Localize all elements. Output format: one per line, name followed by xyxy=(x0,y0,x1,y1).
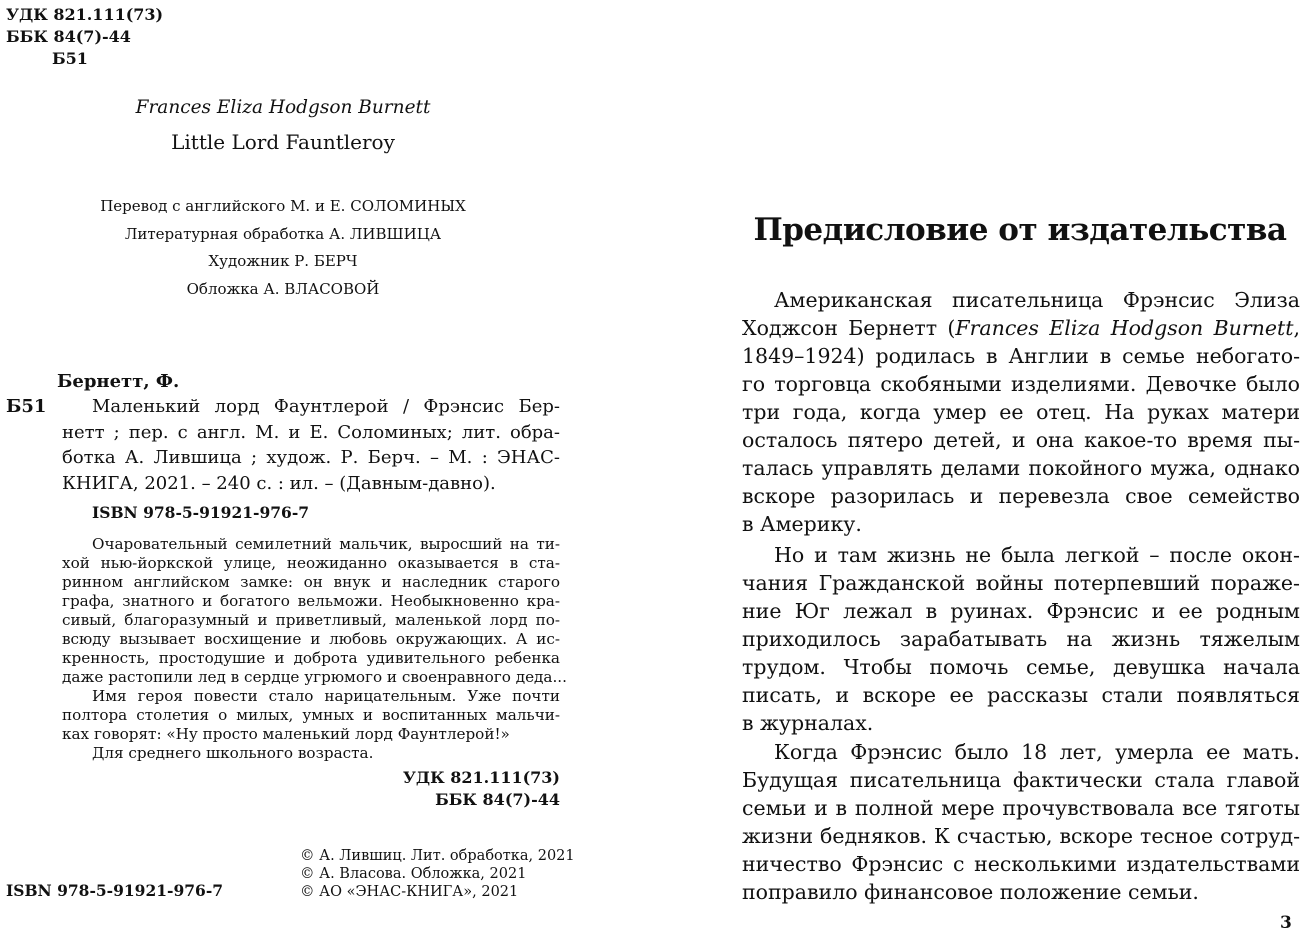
annotation-line: сивый, благоразумный и приветливый, маленькой лорд по- xyxy=(62,611,560,629)
annotation-line: графа, знатного и богатого вельможи. Необыкновенно кра- xyxy=(62,592,560,610)
right-page xyxy=(650,0,1301,942)
body-line: в Америку. xyxy=(742,512,862,536)
annotation-line: полтора столетия о милых, умных и воспитанных мальчи- xyxy=(62,706,560,724)
body-line: Ходжсон Бернетт (Frances Eliza Hodgson Burnett, xyxy=(742,316,1301,340)
annotation-line: даже растопили лед в сердце угрюмого и своенравного деда... xyxy=(62,668,567,686)
bib-code: Б51 xyxy=(6,396,47,417)
page-number: 3 xyxy=(1280,913,1292,933)
bib-author: Бернетт, Ф. xyxy=(57,371,180,392)
bbk-code: ББК 84(7)-44 xyxy=(6,27,131,46)
bib-line: нетт ; пер. с англ. М. и Е. Соломиных; лит. обра- xyxy=(62,421,560,443)
udk-code: УДК 821.111(73) xyxy=(6,5,164,24)
chapter-heading: Предисловие от издательства xyxy=(753,212,1287,248)
credit-adaptation: Литературная обработка А. ЛИВШИЦА xyxy=(124,225,442,243)
body-line: Американская писательница Фрэнсис Элиза xyxy=(774,288,1300,312)
isbn-top: ISBN 978-5-91921-976-7 xyxy=(92,503,310,522)
body-line: Но и там жизнь не была легкой – после окон- xyxy=(774,543,1300,567)
body-line: осталось пятеро детей, и она какое-то время пы- xyxy=(742,428,1300,452)
body-line: ничество Фрэнсис с несколькими издательствами xyxy=(742,852,1300,876)
bib-line: КНИГА, 2021. – 240 с. : ил. – (Давным-давно). xyxy=(62,472,496,494)
body-line: поправило финансовое положение семьи. xyxy=(742,880,1199,904)
body-line: Будущая писательница фактически стала главой xyxy=(742,768,1300,792)
body-line: три года, когда умер ее отец. На руках матери xyxy=(742,400,1300,424)
bib-line: ботка А. Лившица ; худож. Р. Берч. – М. : ЭНАС- xyxy=(62,447,560,468)
annotation-line: кренность, простодушие и доброта удивительного ребенка xyxy=(62,649,560,667)
annotation-line: Для среднего школьного возраста. xyxy=(92,744,374,762)
annotation-line: ках говорят: «Ну просто маленький лорд Фаунтлерой!» xyxy=(62,725,510,743)
body-line: приходилось зарабатывать на жизнь тяжелым xyxy=(742,627,1300,651)
credit-illustrator: Художник Р. БЕРЧ xyxy=(208,252,358,270)
body-line: талась управлять делами покойного мужа, однако xyxy=(742,456,1300,480)
annotation-line: ринном английском замке: он внук и наследник старого xyxy=(62,573,560,591)
left-page xyxy=(0,0,640,942)
original-author: Frances Eliza Hodgson Burnett xyxy=(135,97,431,118)
annotation-line: хой нью-йоркской улице, неожиданно оказывается в ста- xyxy=(62,554,560,572)
copyright-adaptation: © А. Лившиц. Лит. обработка, 2021 xyxy=(300,848,575,864)
body-line: жизни бедняков. К счастью, вскоре тесное сотруд- xyxy=(742,824,1300,848)
body-line: го торговца скобяными изделиями. Девочке было xyxy=(742,372,1300,396)
body-line: трудом. Чтобы помочь семье, девушка начала xyxy=(742,655,1300,679)
body-line: в журналах. xyxy=(742,711,874,735)
credit-cover: Обложка А. ВЛАСОВОЙ xyxy=(186,280,380,298)
bib-line: Маленький лорд Фаунтлерой / Фрэнсис Бер- xyxy=(92,396,560,417)
copyright-cover: © А. Власова. Обложка, 2021 xyxy=(300,866,527,882)
credit-translation: Перевод с английского М. и Е. СОЛОМИНЫХ xyxy=(100,197,466,215)
body-line: ние Юг лежал в руинах. Фрэнсис и ее родным xyxy=(742,599,1300,623)
udk-bottom: УДК 821.111(73) xyxy=(402,768,560,787)
body-line: писать, и вскоре ее рассказы стали появляться xyxy=(742,683,1300,707)
body-line: семьи и в полной мере прочувствовала все тяготы xyxy=(742,796,1300,820)
annotation-line: всюду вызывает восхищение и любовь окружающих. А ис- xyxy=(62,630,560,648)
copyright-publisher: © АО «ЭНАС-КНИГА», 2021 xyxy=(300,884,519,900)
body-line: 1849–1924) родилась в Англии в семье небогато- xyxy=(742,344,1300,368)
body-line: Когда Фрэнсис было 18 лет, умерла ее мать. xyxy=(774,740,1300,764)
annotation-line: Очаровательный семилетний мальчик, выросший на ти- xyxy=(92,535,560,553)
bbk-bottom: ББК 84(7)-44 xyxy=(435,790,560,809)
body-line: вскоре разорилась и перевезла свое семейство xyxy=(742,484,1300,508)
body-line: чания Гражданской войны потерпевший пораже- xyxy=(742,571,1300,595)
isbn-bottom: ISBN 978-5-91921-976-7 xyxy=(6,881,224,900)
annotation-line: Имя героя повести стало нарицательным. Уже почти xyxy=(92,687,560,705)
author-mark: Б51 xyxy=(52,49,88,68)
original-title: Little Lord Fauntleroy xyxy=(171,130,395,154)
